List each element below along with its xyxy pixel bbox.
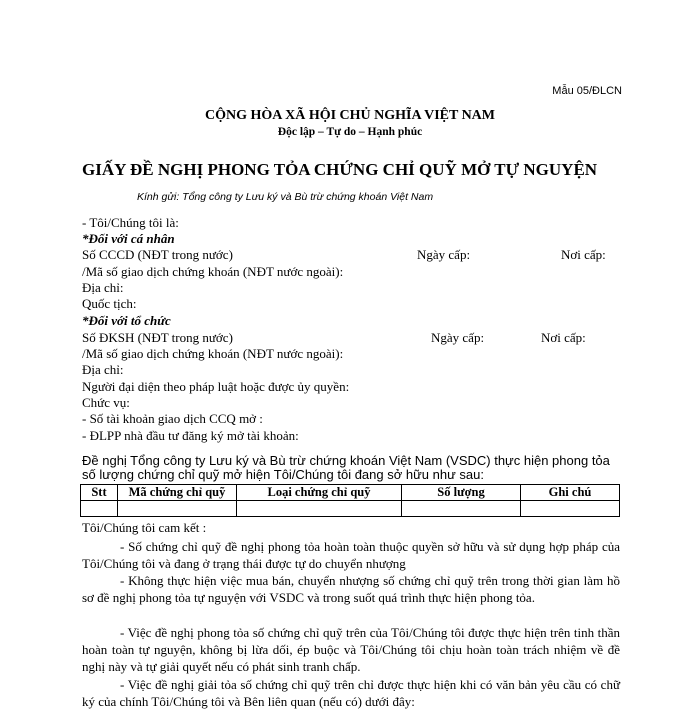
org-address-label: Địa chỉ: [82,362,124,377]
table-cell [118,501,237,517]
organization-heading: *Đối với tổ chức [82,313,171,328]
individual-issue-place-label: Nơi cấp: [561,247,606,262]
column-header: Stt [81,485,118,501]
document-title: GIẤY ĐỀ NGHỊ PHONG TỎA CHỨNG CHỈ QUỸ MỞ TỰ NGUYỆN [82,160,598,179]
commitment-item: - Việc đề nghị giải tỏa số chứng chỉ quỹ trên chỉ được thực hiện khi có văn bản yêu cầu có chữ ký của chính Tôi/Chúng tôi và Bên liên quan (nếu có) dưới đây: [82,677,620,709]
individual-heading: *Đối với cá nhân [82,231,175,246]
commitment-heading: Tôi/Chúng tôi cam kết : [82,520,207,535]
column-header: Ghi chú [521,485,620,501]
fund-certificate-table [80,484,620,517]
table-cell [402,501,521,517]
table-cell [81,501,118,517]
org-issue-place-label: Nơi cấp: [541,330,586,345]
dksh-label: Số ĐKSH (NĐT trong nước) [82,330,233,345]
commitment-item: - Việc đề nghị phong tỏa số chứng chỉ quỹ trên của Tôi/Chúng tôi được thực hiện trên tinh thần hoàn toàn tự nguyện, không bị lừa dối, ép buộc và Tôi/Chúng tôi chịu hoàn toàn trách nhiệm về đề nghị này và tự giải quyết nếu có phát sinh tranh chấp. [82,625,620,674]
table-row [81,501,620,517]
org-trading-code-label: /Mã số giao dịch chứng khoán (NĐT nước ngoài): [82,346,344,361]
intro-line: - Tôi/Chúng tôi là: [82,215,179,230]
ccq-account-label: - Số tài khoản giao dịch CCQ mở : [82,411,263,426]
motto: Độc lập – Tự do – Hạnh phúc [277,126,423,138]
distribution-agent-label: - ĐLPP nhà đầu tư đăng ký mở tài khoản: [82,428,299,443]
org-issue-date-label: Ngày cấp: [431,330,485,345]
form-code: Mẫu 05/ĐLCN [552,85,622,97]
position-label: Chức vụ: [82,395,130,410]
legal-representative-label: Người đại diện theo pháp luật hoặc được ủy quyền: [82,379,350,394]
individual-trading-code-label: /Mã số giao dịch chứng khoán (NĐT nước ngoài): [82,264,344,279]
column-header: Loại chứng chỉ quỹ [237,485,402,501]
column-header: Mã chứng chỉ quỹ [118,485,237,501]
table-header-row [81,485,620,501]
nationality-label: Quốc tịch: [82,296,137,311]
individual-issue-date-label: Ngày cấp: [417,247,471,262]
recipient: Kính gửi: Tổng công ty Lưu ký và Bù trừ chứng khoán Việt Nam [137,191,434,203]
table-cell [237,501,402,517]
table-cell [521,501,620,517]
commitment-item: - Không thực hiện việc mua bán, chuyển nhượng số chứng chỉ quỹ trên trong thời gian làm hồ sơ đề nghị phong tỏa tự nguyện với VSDC và trong suốt quá trình thực hiện phong tỏa. [82,573,620,605]
individual-address-label: Địa chỉ: [82,280,124,295]
nation-heading: CỘNG HÒA XÃ HỘI CHỦ NGHĨA VIỆT NAM [204,108,495,123]
commitment-item: - Số chứng chỉ quỹ đề nghị phong tỏa hoàn toàn thuộc quyền sở hữu và sử dụng hợp pháp của Tôi/Chúng tôi và đang ở trạng thái được tự do chuyển nhượng [82,539,620,571]
column-header: Số lượng [402,485,521,501]
request-paragraph: Đề nghị Tổng công ty Lưu ký và Bù trừ chứng khoán Việt Nam (VSDC) thực hiện phong tỏa số lượng chứng chỉ quỹ mở hiện Tôi/Chúng tôi đang sở hữu như sau: [82,453,610,482]
cccd-label: Số CCCD (NĐT trong nước) [82,247,233,262]
